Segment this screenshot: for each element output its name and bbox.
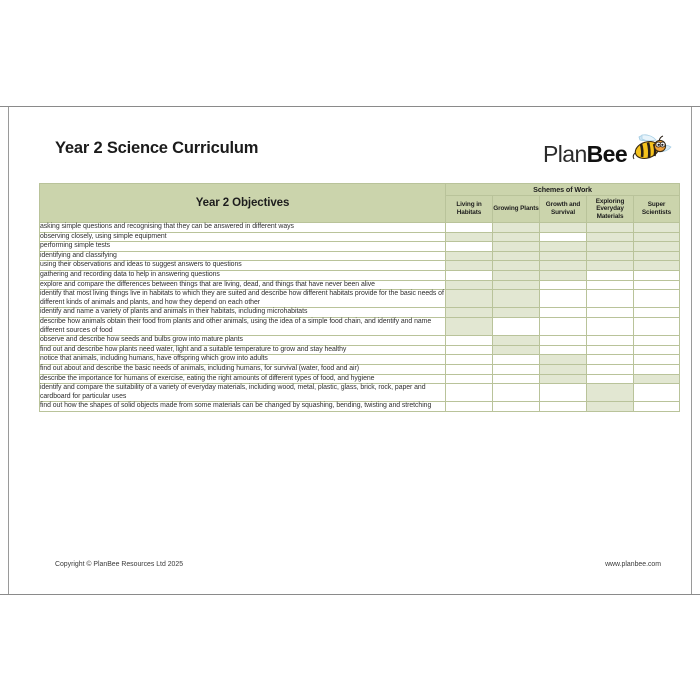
table-row [40, 290, 680, 308]
objective-cell: identify and compare the suitability of a variety of everyday materials, including wood, metal, plastic, glass, brick, rock, paper and cardboard for particular uses [40, 384, 446, 402]
coverage-cell[interactable] [634, 345, 680, 355]
coverage-cell[interactable] [493, 355, 540, 365]
coverage-cell[interactable] [634, 355, 680, 365]
coverage-cell[interactable] [587, 290, 634, 308]
coverage-cell[interactable] [540, 384, 587, 402]
coverage-cell[interactable] [634, 280, 680, 290]
coverage-cell[interactable] [587, 336, 634, 346]
page-title: Year 2 Science Curriculum [55, 139, 259, 157]
column-header-growth-and-survival: Growth and Survival [540, 196, 587, 223]
planbee-logo [539, 133, 679, 177]
coverage-cell[interactable] [540, 336, 587, 346]
coverage-cell[interactable] [446, 308, 493, 318]
coverage-cell[interactable] [634, 290, 680, 308]
coverage-cell[interactable] [540, 317, 587, 335]
objective-cell: describe how animals obtain their food from plants and other animals, using the idea of a simple food chain, and identify and name different sources of food [40, 317, 446, 335]
table-row [40, 308, 680, 318]
objective-cell: find out how the shapes of solid objects made from some materials can be changed by squashing, bending, twisting and stretching [40, 402, 446, 412]
table-row [40, 336, 680, 346]
coverage-cell[interactable] [587, 374, 634, 384]
coverage-cell[interactable] [493, 242, 540, 252]
coverage-cell[interactable] [540, 270, 587, 280]
objective-cell: performing simple tests [40, 242, 446, 252]
bee-icon [629, 133, 673, 167]
coverage-cell[interactable] [587, 355, 634, 365]
coverage-cell[interactable] [540, 290, 587, 308]
logo-word-bee: Bee [586, 141, 628, 167]
objective-cell: gathering and recording data to help in answering questions [40, 270, 446, 280]
website-text: www.planbee.com [605, 561, 661, 568]
objective-cell: observing closely, using simple equipment [40, 232, 446, 242]
coverage-cell[interactable] [540, 251, 587, 261]
coverage-cell[interactable] [493, 345, 540, 355]
table-row [40, 384, 680, 402]
table-row [40, 364, 680, 374]
coverage-cell[interactable] [634, 384, 680, 402]
coverage-cell[interactable] [540, 280, 587, 290]
coverage-cell[interactable] [446, 374, 493, 384]
objective-cell: using their observations and ideas to suggest answers to questions [40, 261, 446, 271]
coverage-cell[interactable] [587, 232, 634, 242]
coverage-cell[interactable] [446, 223, 493, 233]
table-row [40, 355, 680, 365]
coverage-cell[interactable] [587, 251, 634, 261]
coverage-cell[interactable] [446, 251, 493, 261]
coverage-cell[interactable] [587, 261, 634, 271]
coverage-cell[interactable] [493, 308, 540, 318]
coverage-cell[interactable] [493, 336, 540, 346]
coverage-cell[interactable] [493, 384, 540, 402]
coverage-cell[interactable] [634, 402, 680, 412]
coverage-cell[interactable] [634, 223, 680, 233]
logo-word-plan: Plan [543, 141, 587, 167]
coverage-cell[interactable] [446, 355, 493, 365]
coverage-cell[interactable] [634, 374, 680, 384]
column-header-super-scientists: Super Scientists [634, 196, 680, 223]
table-body [40, 223, 680, 412]
coverage-cell[interactable] [587, 223, 634, 233]
coverage-cell[interactable] [634, 270, 680, 280]
coverage-cell[interactable] [634, 261, 680, 271]
coverage-cell[interactable] [540, 308, 587, 318]
document-card-inner [8, 107, 692, 594]
coverage-cell[interactable] [493, 317, 540, 335]
coverage-cell[interactable] [587, 270, 634, 280]
table-row [40, 345, 680, 355]
table-row [40, 232, 680, 242]
logo-wordmark [543, 141, 627, 168]
objective-cell: find out and describe how plants need water, light and a suitable temperature to grow and stay healthy [40, 345, 446, 355]
coverage-cell[interactable] [540, 364, 587, 374]
coverage-cell[interactable] [540, 355, 587, 365]
coverage-cell[interactable] [446, 261, 493, 271]
coverage-cell[interactable] [587, 384, 634, 402]
coverage-cell[interactable] [493, 232, 540, 242]
schemes-of-work-header: Schemes of Work [446, 184, 680, 196]
table-head-row-group [40, 184, 680, 196]
table-row [40, 261, 680, 271]
coverage-cell[interactable] [634, 336, 680, 346]
coverage-cell[interactable] [446, 280, 493, 290]
copyright-text: Copyright © PlanBee Resources Ltd 2025 [55, 561, 184, 568]
coverage-cell[interactable] [587, 345, 634, 355]
coverage-cell[interactable] [493, 261, 540, 271]
objective-cell: observe and describe how seeds and bulbs grow into mature plants [40, 336, 446, 346]
table-row [40, 251, 680, 261]
coverage-cell[interactable] [446, 345, 493, 355]
coverage-cell[interactable] [540, 345, 587, 355]
coverage-cell[interactable] [493, 251, 540, 261]
coverage-cell[interactable] [446, 384, 493, 402]
coverage-cell[interactable] [493, 290, 540, 308]
table-row [40, 374, 680, 384]
coverage-cell[interactable] [540, 223, 587, 233]
coverage-cell[interactable] [587, 242, 634, 252]
coverage-cell[interactable] [540, 232, 587, 242]
coverage-cell[interactable] [634, 251, 680, 261]
objective-cell: asking simple questions and recognising that they can be answered in different ways [40, 223, 446, 233]
coverage-cell[interactable] [587, 364, 634, 374]
coverage-cell[interactable] [493, 364, 540, 374]
objective-cell: describe the importance for humans of exercise, eating the right amounts of different types of food, and hygiene [40, 374, 446, 384]
column-header-living-in-habitats: Living in Habitats [446, 196, 493, 223]
coverage-cell[interactable] [540, 402, 587, 412]
objective-cell: identifying and classifying [40, 251, 446, 261]
coverage-cell[interactable] [446, 402, 493, 412]
coverage-cell[interactable] [446, 290, 493, 308]
document-card [0, 106, 700, 595]
coverage-cell[interactable] [634, 242, 680, 252]
coverage-cell[interactable] [540, 374, 587, 384]
curriculum-table [39, 183, 680, 412]
objective-cell: explore and compare the differences between things that are living, dead, and things that have never been alive [40, 280, 446, 290]
coverage-cell[interactable] [540, 242, 587, 252]
table-row [40, 317, 680, 335]
coverage-cell[interactable] [634, 308, 680, 318]
objectives-header: Year 2 Objectives [40, 184, 446, 223]
coverage-cell[interactable] [493, 402, 540, 412]
objective-cell: identify that most living things live in habitats to which they are suited and describe how different habitats provide for the basic needs of different kinds of animals and plants, and how they depend on each other [40, 290, 446, 308]
coverage-cell[interactable] [587, 317, 634, 335]
coverage-cell[interactable] [446, 232, 493, 242]
coverage-cell[interactable] [446, 317, 493, 335]
table-row [40, 223, 680, 233]
objective-cell: identify and name a variety of plants and animals in their habitats, including microhabitats [40, 308, 446, 318]
coverage-cell[interactable] [587, 402, 634, 412]
coverage-cell[interactable] [493, 374, 540, 384]
coverage-cell[interactable] [493, 280, 540, 290]
table-row [40, 270, 680, 280]
table-head [40, 184, 680, 223]
coverage-cell[interactable] [446, 242, 493, 252]
column-header-growing-plants: Growing Plants [493, 196, 540, 223]
objective-cell: find out about and describe the basic needs of animals, including humans, for survival (water, food and air) [40, 364, 446, 374]
objective-cell: notice that animals, including humans, have offspring which grow into adults [40, 355, 446, 365]
table-row [40, 280, 680, 290]
coverage-cell[interactable] [634, 317, 680, 335]
table-row [40, 242, 680, 252]
coverage-cell[interactable] [446, 364, 493, 374]
table-row [40, 402, 680, 412]
column-header-exploring-everyday-materials: Exploring Everyday Materials [587, 196, 634, 223]
coverage-cell[interactable] [540, 261, 587, 271]
document-header [39, 131, 679, 179]
coverage-cell[interactable] [587, 280, 634, 290]
coverage-cell[interactable] [446, 270, 493, 280]
coverage-cell[interactable] [446, 336, 493, 346]
coverage-cell[interactable] [587, 308, 634, 318]
coverage-cell[interactable] [634, 232, 680, 242]
coverage-cell[interactable] [493, 270, 540, 280]
coverage-cell[interactable] [493, 223, 540, 233]
coverage-cell[interactable] [634, 364, 680, 374]
